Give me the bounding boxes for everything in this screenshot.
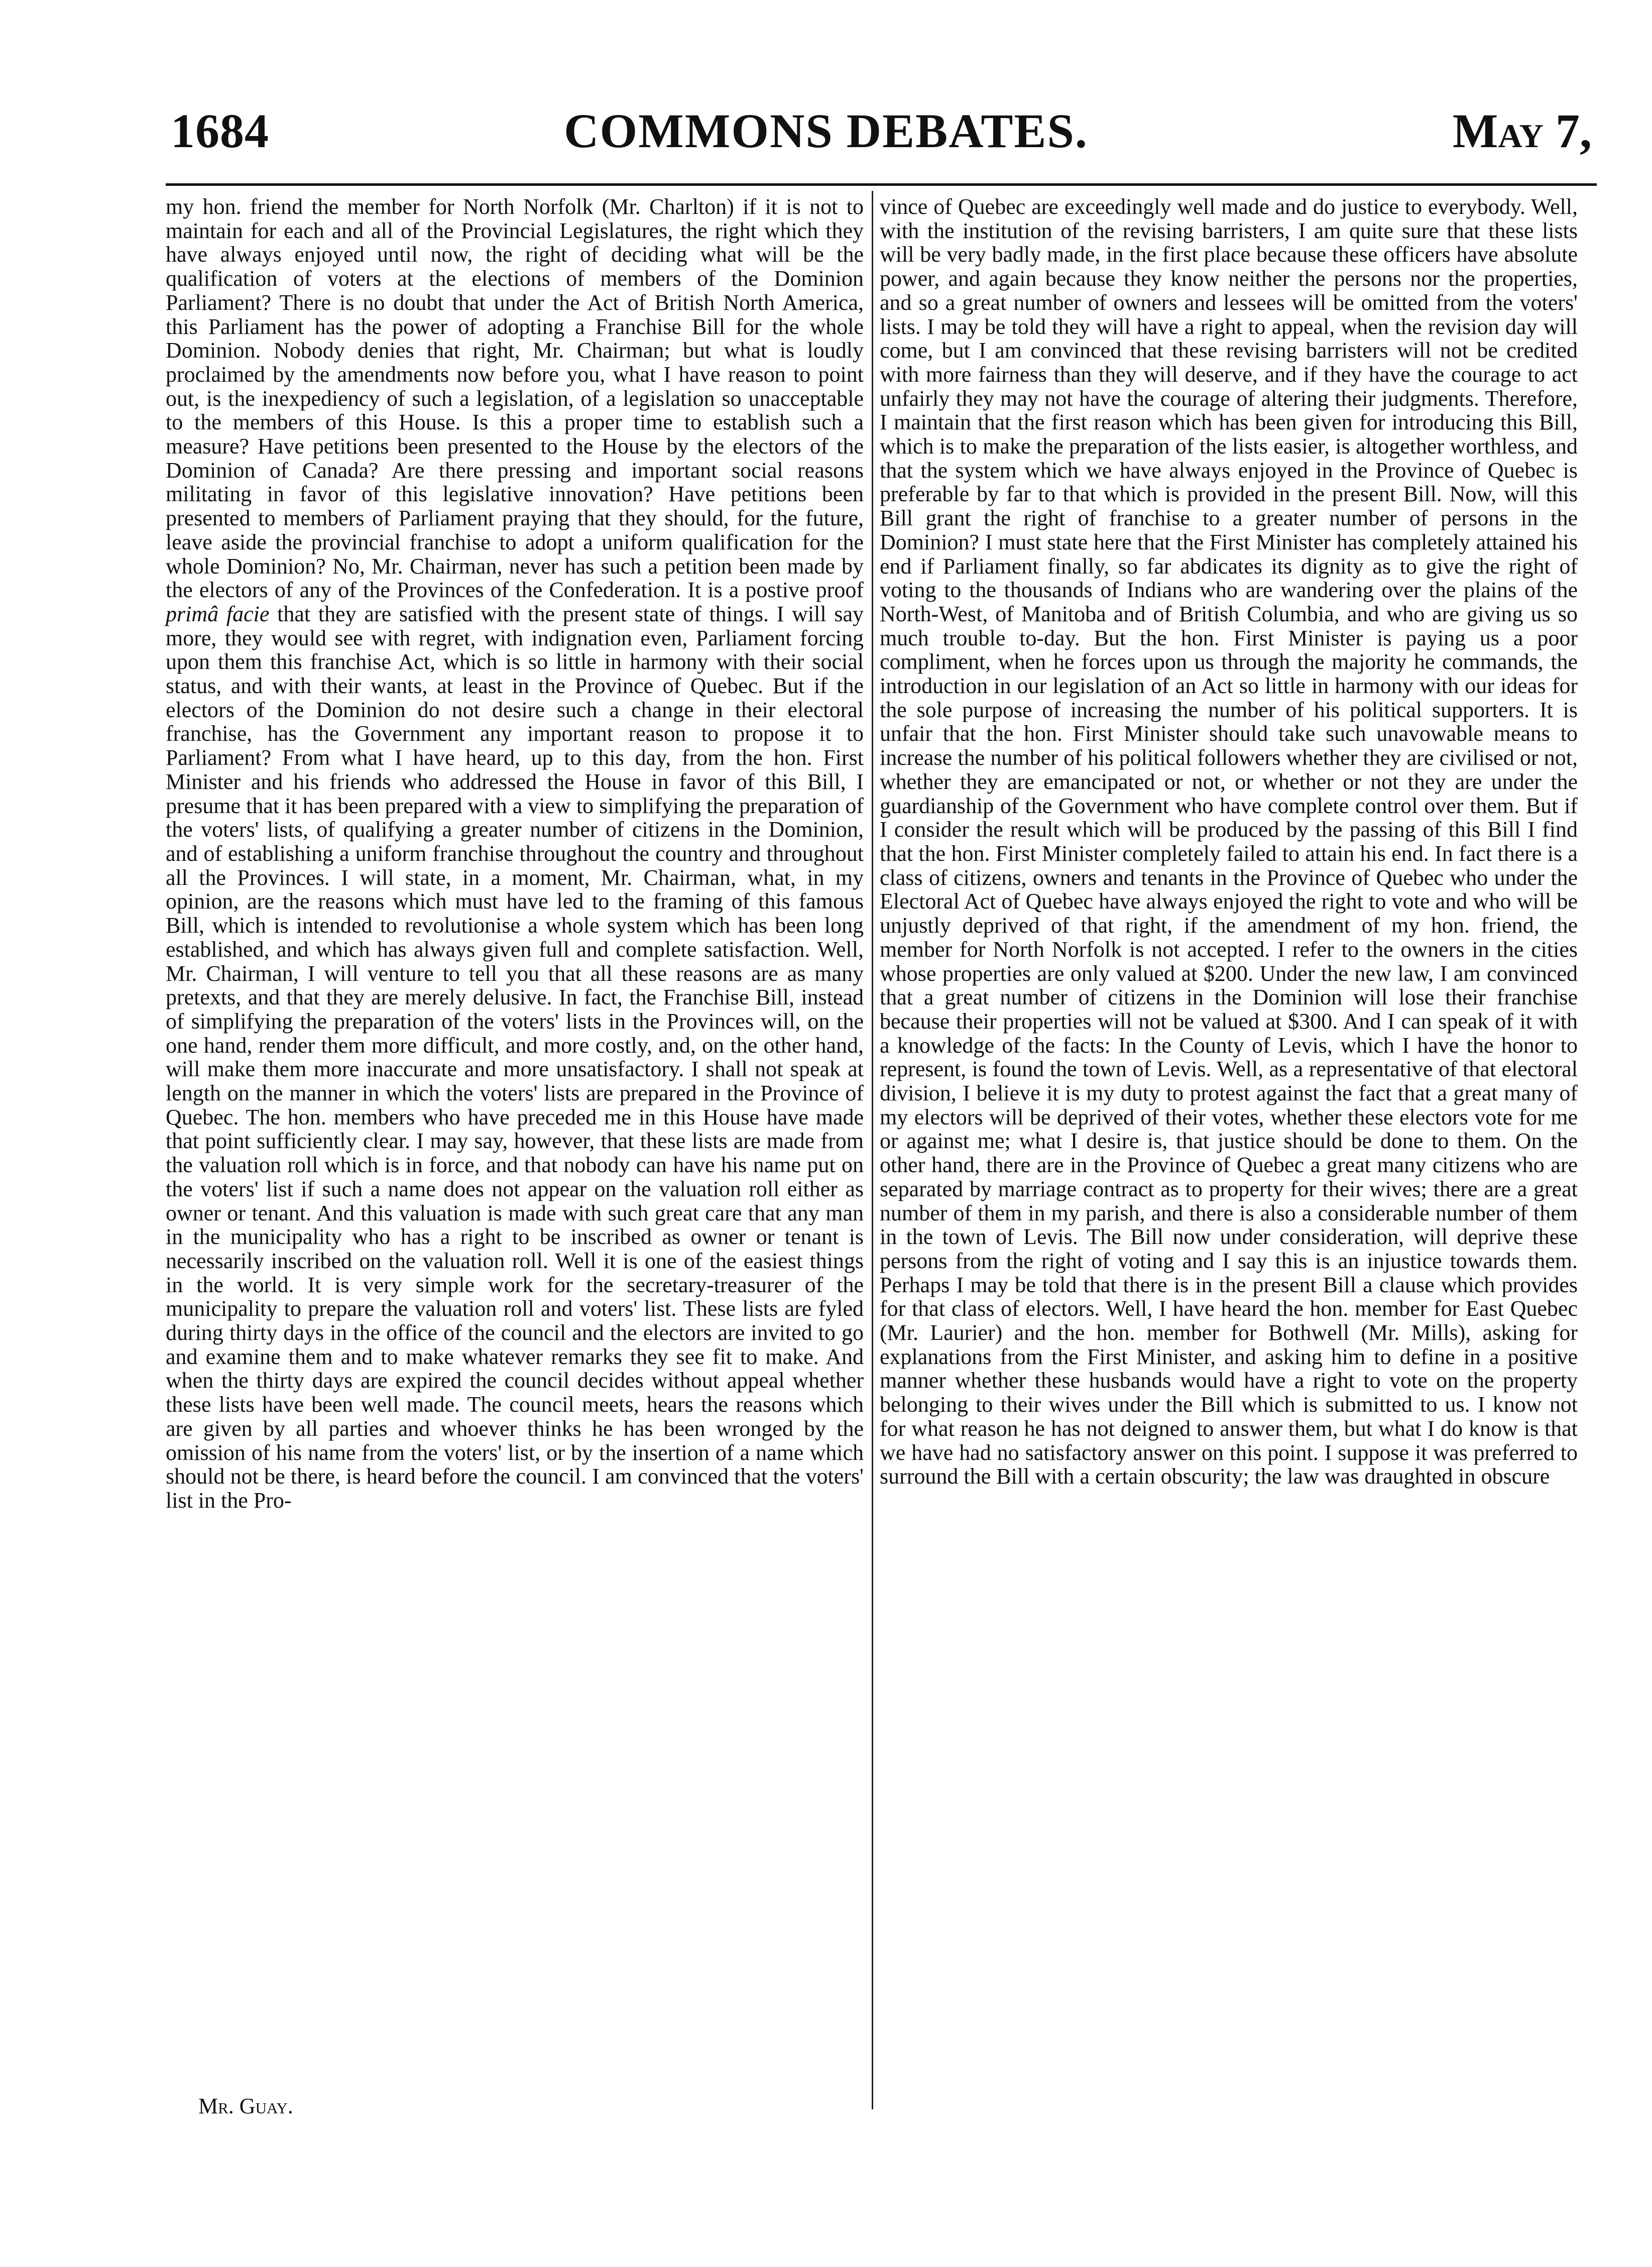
speaker-footer xyxy=(198,2094,293,2118)
column-divider xyxy=(872,191,873,2109)
speaker-name: Mr. Guay. xyxy=(198,2094,293,2118)
header-rule xyxy=(166,183,1597,186)
italic-phrase: primâ facie xyxy=(166,601,270,626)
left-column-paragraph xyxy=(166,195,864,1513)
date-text: May 7, xyxy=(1452,104,1592,158)
right-column-paragraph: vince of Quebec are exceedingly well made and do justice to everybody. Well, with the institution of the revising barristers, I am quite sure that these lists will be very badly made, in the first place because these officers have absolute power, and again because they know neither the persons nor the properties, and so a great number of owners and lessees will be omitted from the voters' lists. I may be told they will have a right to appeal, when the revision day will come, but I am convinced that these revising barristers will not be credited with more fairness than they will deserve, and if they have the courage to act unfairly they may not have the courage of altering their judgments. Therefore, I maintain that the first reason which has been given for introducing this Bill, which is to make the preparation of the lists easier, is altogether worthless, and that the system which we have always enjoyed in the Province of Quebec is preferable by far to that which is provided in the present Bill. Now, will this Bill grant the right of franchise to a greater number of persons in the Dominion? I must state here that the First Minister has completely attained his end if Parliament finally, so far abdicates its dignity as to give the right of voting to the thousands of Indians who are wandering over the plains of the North-West, of Manitoba and of British Columbia, and who are giving us so much trouble to-day. But the hon. First Minister is paying us a poor compliment, when he forces upon us through the majority he commands, the introduction in our legislation of an Act so little in harmony with our ideas for the sole purpose of increasing the number of his political supporters. It is unfair that the hon. First Minister should take such unavowable means to increase the number of his political followers whether they are civilised or not, whether they are emancipated or not, or whether or not they are under the guardianship of the Government who have complete control over them. But if I consider the result which will be produced by the passing of this Bill I find that the hon. First Minister completely failed to attain his end. In fact there is a class of citizens, owners and tenants in the Province of Quebec who under the Electoral Act of Quebec have always enjoyed the right to vote and who will be unjustly deprived of that right, if the amendment of my hon. friend, the member for North Norfolk is not accepted. I refer to the owners in the cities whose properties are only valued at $200. Under the new law, I am convinced that a great number of citizens in the Dominion will lose their franchise because their properties will not be valued at $300. And I can speak of it with a knowledge of the facts: In the County of Levis, which I have the honor to represent, is found the town of Levis. Well, as a representative of that electoral division, I believe it is my duty to protest against the fact that a great many of my electors will be deprived of their votes, whether these electors vote for me or against me; what I desire is, that justice should be done to them. On the other hand, there are in the Province of Quebec a great many citizens who are separated by marriage contract as to property for their wives; there are a great number of them in my parish, and there is also a considerable number of them in the town of Levis. The Bill now under consideration, will deprive these persons from the right of voting and I say this is an injustice towards them. Perhaps I may be told that there is in the present Bill a clause which provides for that class of electors. Well, I have heard the hon. member for East Quebec (Mr. Laurier) and the hon. member for Bothwell (Mr. Mills), asking for explanations from the First Minister, and asking him to define in a positive manner whether these husbands would have a right to vote on the property belonging to their wives under the Bill which is submitted to us. I know not for what reason he has not deigned to answer them, but what I do know is that we have had no satisfactory answer on this point. I suppose it was preferred to surround the Bill with a certain obscurity; the law was draughted in obscure xyxy=(880,194,1578,1489)
page-date xyxy=(1453,103,1592,159)
left-column-text-a: my hon. friend the member for North Norfolk (Mr. Charlton) if it is not to maintain for each and all of the Provincial Legislatures, the right which they have always enjoyed until now, the right of deciding what will be the qualification of voters at the elections of members of the Dominion Parliament? There is no doubt that under the Act of British North America, this Parliament has the power of adopting a Franchise Bill for the whole Dominion. Nobody denies that right, Mr. Chairman; but what is loudly proclaimed by the amendments now before you, what I have reason to point out, is the inexpediency of such a legislation, of a legislation so unacceptable to the members of this House. Is this a proper time to establish such a measure? Have petitions been presented to the House by the electors of the Dominion of Canada? Are there pressing and important social reasons militating in favor of this legislative innovation? Have petitions been presented to members of Parliament praying that they should, for the future, leave aside the provincial franchise to adopt a uniform qualification for the whole Dominion? No, Mr. Chairman, never has such a petition been made by the electors of any of the Provinces of the Confederation. It is a postive proof xyxy=(166,194,864,603)
left-column-text-b: that they are satisfied with the present state of things. I will say more, they would see with regret, with indignation even, Parliament forcing upon them this franchise Act, which is so little in harmony with their social status, and with their wants, at least in the Province of Quebec. But if the electors of the Dominion do not desire such a change in their electoral franchise, has the Government any important reason to propose it to Parliament? From what I have heard, up to this day, from the hon. First Minister and his friends who addressed the House in favor of this Bill, I presume that it has been prepared with a view to simplifying the preparation of the voters' lists, of qualifying a greater number of citizens in the Dominion, and of establishing a uniform franchise throughout the country and throughout all the Provinces. I will state, in a moment, Mr. Chairman, what, in my opinion, are the reasons which must have led to the framing of this famous Bill, which is intended to revolutionise a whole system which has been long established, and which has always given full and complete satisfaction. Well, Mr. Chairman, I will venture to tell you that all these reasons are as many pretexts, and that they are merely delusive. In fact, the Franchise Bill, instead of simplifying the preparation of the voters' lists in the Provinces will, on the one hand, render them more difficult, and more costly, and, on the other hand, will make them more inaccurate and more unsatisfactory. I shall not speak at length on the manner in which the voters' lists are prepared in the Province of Quebec. The hon. members who have preceded me in this House have made that point sufficiently clear. I may say, however, that these lists are made from the valuation roll which is in force, and that nobody can have his name put on the voters' list if such a name does not appear on the valuation roll either as owner or tenant. And this valuation is made with such great care that any man in the municipality who has a right to be inscribed as owner or tenant is necessarily inscribed on the valuation roll. Well it is one of the easiest things in the world. It is very simple work for the secretary-treasurer of the municipality to prepare the valuation roll and voters' list. These lists are fyled during thirty days in the office of the council and the electors are invited to go and examine them and to make whatever remarks they see fit to make. And when the thirty days are expired the council decides without appeal whether these lists have been well made. The council meets, hears the reasons which are given by all parties and whoever thinks he has been wronged by the omission of his name from the voters' list, or by the insertion of a name which should not be there, is heard before the council. I am convinced that the voters' list in the Pro- xyxy=(166,601,864,1513)
right-column xyxy=(880,195,1578,1489)
page-title: COMMONS DEBATES. xyxy=(564,104,1088,158)
page-number: 1684 xyxy=(171,104,269,158)
left-column xyxy=(166,195,864,1513)
